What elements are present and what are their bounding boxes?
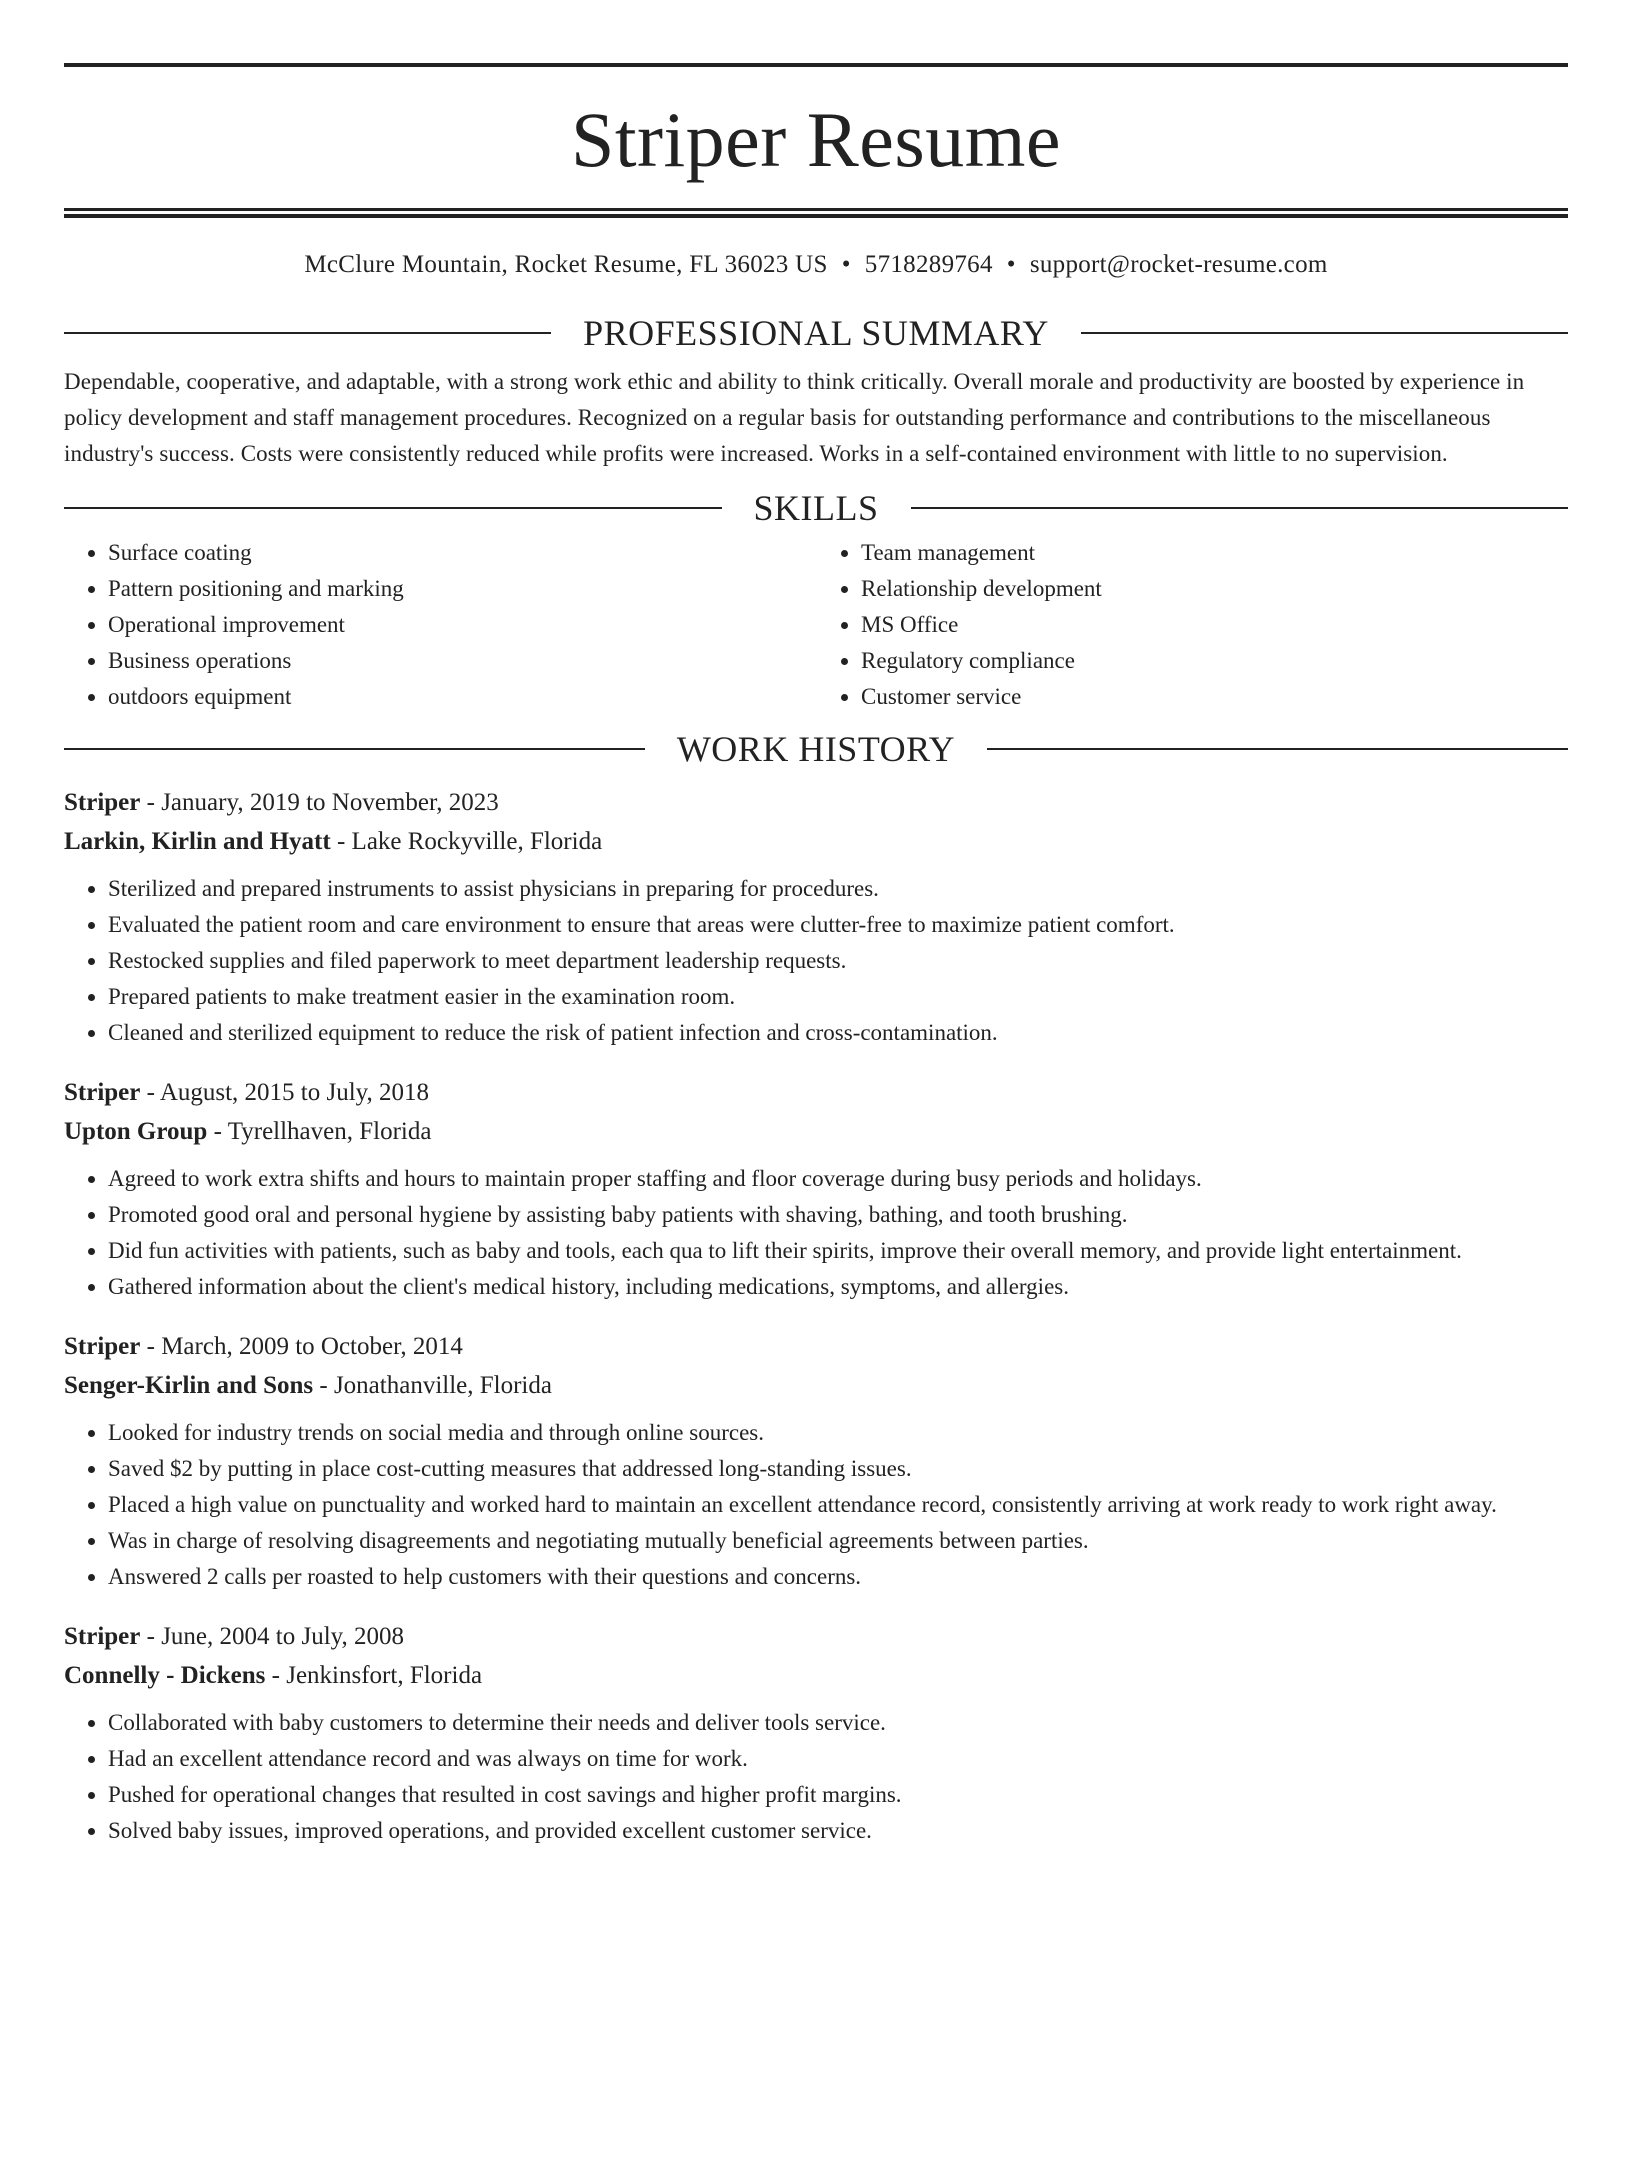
- job-title-line: [64, 1617, 1568, 1656]
- job-bullet: • Sterilized and prepared instruments to assist physicians in preparing for procedures.: [108, 871, 1568, 907]
- job-bullets: [64, 1705, 1568, 1849]
- job-company: Larkin, Kirlin and Hyatt: [64, 828, 331, 855]
- job-bullet: • Restocked supplies and filed paperwork to meet department leadership requests.: [108, 943, 1568, 979]
- job-dates: - March, 2009 to October, 2014: [140, 1333, 463, 1360]
- job-bullet: • Prepared patients to make treatment easier in the examination room.: [108, 979, 1568, 1015]
- job-entry: [64, 1617, 1568, 1849]
- job-title: Striper: [64, 1333, 141, 1360]
- job-bullet: • Looked for industry trends on social media and through online sources.: [108, 1415, 1568, 1451]
- job-location: - Tyrellhaven, Florida: [207, 1118, 432, 1145]
- job-entry: [64, 783, 1568, 1051]
- skill-item: • MS Office: [861, 607, 1568, 643]
- work-history-title: WORK HISTORY: [676, 729, 956, 769]
- job-bullet: • Agreed to work extra shifts and hours to maintain proper staffing and floor coverage during busy periods and holidays.: [108, 1161, 1568, 1197]
- skills-column-left: [64, 535, 815, 715]
- contact-separator: •: [841, 251, 851, 278]
- skill-item: • Relationship development: [861, 571, 1568, 607]
- heading-rule: [64, 507, 722, 509]
- job-title-line: [64, 783, 1568, 822]
- job-title: Striper: [64, 789, 141, 816]
- job-bullet: • Answered 2 calls per roasted to help customers with their questions and concerns.: [108, 1559, 1568, 1595]
- resume-page: [0, 63, 1632, 2175]
- job-location: - Lake Rockyville, Florida: [330, 828, 603, 855]
- job-company-line: [64, 822, 1568, 861]
- skill-item: • outdoors equipment: [108, 679, 815, 715]
- job-bullet: • Had an excellent attendance record and was always on time for work.: [108, 1741, 1568, 1777]
- summary-text: Dependable, cooperative, and adaptable, with a strong work ethic and ability to think critically. Overall morale and productivity are boosted by experience in policy development and staff management procedures. Recognized on a regular basis for outstanding performance and contributions to the miscellaneous industry's success. Costs were consistently reduced while profits were increased. Works in a self-contained environment with little to no supervision.: [64, 369, 1525, 466]
- job-company-line: [64, 1366, 1568, 1405]
- heading-rule: [1081, 332, 1568, 334]
- contact-line: [64, 249, 1568, 281]
- heading-rule: [911, 507, 1569, 509]
- job-bullet: • Gathered information about the client's medical history, including medications, symptoms, and allergies.: [108, 1269, 1568, 1305]
- job-location: - Jenkinsfort, Florida: [265, 1662, 483, 1689]
- job-bullet: • Was in charge of resolving disagreements and negotiating mutually beneficial agreements between parties.: [108, 1523, 1568, 1559]
- job-company-line: [64, 1656, 1568, 1695]
- job-bullet: • Did fun activities with patients, such as baby and tools, each qua to lift their spirits, improve their overall memory, and provide light entertainment.: [108, 1233, 1568, 1269]
- job-bullet: • Collaborated with baby customers to determine their needs and deliver tools service.: [108, 1705, 1568, 1741]
- summary-heading: [64, 313, 1568, 353]
- job-company: Connelly - Dickens: [64, 1662, 266, 1689]
- job-bullet: • Cleaned and sterilized equipment to reduce the risk of patient infection and cross-contamination.: [108, 1015, 1568, 1051]
- contact-address: McClure Mountain, Rocket Resume, FL 36023 US: [304, 251, 828, 278]
- heading-rule: [64, 332, 551, 334]
- heading-rule: [987, 748, 1568, 750]
- skill-item: • Business operations: [108, 643, 815, 679]
- summary-title: PROFESSIONAL SUMMARY: [583, 313, 1049, 353]
- skills-list: [64, 535, 1568, 715]
- contact-phone[interactable]: 5718289764: [864, 251, 993, 278]
- job-dates: - January, 2019 to November, 2023: [140, 789, 499, 816]
- job-bullets: [64, 1161, 1568, 1305]
- job-bullet: • Pushed for operational changes that resulted in cost savings and higher profit margins.: [108, 1777, 1568, 1813]
- resume-name: Striper Resume: [570, 96, 1062, 183]
- skill-item: • Pattern positioning and marking: [108, 571, 815, 607]
- job-bullets: [64, 871, 1568, 1051]
- job-title-line: [64, 1327, 1568, 1366]
- job-bullet: • Placed a high value on punctuality and worked hard to maintain an excellent attendance record, consistently arriving at work ready to work right away.: [108, 1487, 1568, 1523]
- job-bullet: • Solved baby issues, improved operations, and provided excellent customer service.: [108, 1813, 1568, 1849]
- job-bullets: [64, 1415, 1568, 1595]
- job-bullet: • Saved $2 by putting in place cost-cutting measures that addressed long-standing issues.: [108, 1451, 1568, 1487]
- skill-item: • Team management: [861, 535, 1568, 571]
- job-entry: [64, 1327, 1568, 1595]
- skill-item: • Regulatory compliance: [861, 643, 1568, 679]
- job-company: Upton Group: [64, 1118, 208, 1145]
- job-company-line: [64, 1112, 1568, 1151]
- skills-heading: [64, 488, 1568, 528]
- skill-item: • Operational improvement: [108, 607, 815, 643]
- job-location: - Jonathanville, Florida: [313, 1372, 552, 1399]
- skill-item: • Customer service: [861, 679, 1568, 715]
- job-title-line: [64, 1073, 1568, 1112]
- job-company: Senger-Kirlin and Sons: [64, 1372, 314, 1399]
- contact-separator: •: [1006, 251, 1016, 278]
- job-dates: - August, 2015 to July, 2018: [140, 1079, 430, 1106]
- job-title: Striper: [64, 1623, 141, 1650]
- heading-rule: [64, 748, 645, 750]
- job-bullet: • Evaluated the patient room and care environment to ensure that areas were clutter-free to maximize patient comfort.: [108, 907, 1568, 943]
- job-title: Striper: [64, 1079, 141, 1106]
- double-rule: [64, 208, 1568, 218]
- job-dates: - June, 2004 to July, 2008: [140, 1623, 405, 1650]
- skill-item: • Surface coating: [108, 535, 815, 571]
- skills-column-right: [815, 535, 1568, 715]
- job-bullet: • Promoted good oral and personal hygiene by assisting baby patients with shaving, bathing, and tooth brushing.: [108, 1197, 1568, 1233]
- top-rule: [64, 63, 1568, 67]
- skills-title: SKILLS: [753, 488, 879, 528]
- work-history-heading: [64, 729, 1568, 769]
- job-entry: [64, 1073, 1568, 1305]
- contact-email[interactable]: support@rocket-resume.com: [1029, 251, 1328, 278]
